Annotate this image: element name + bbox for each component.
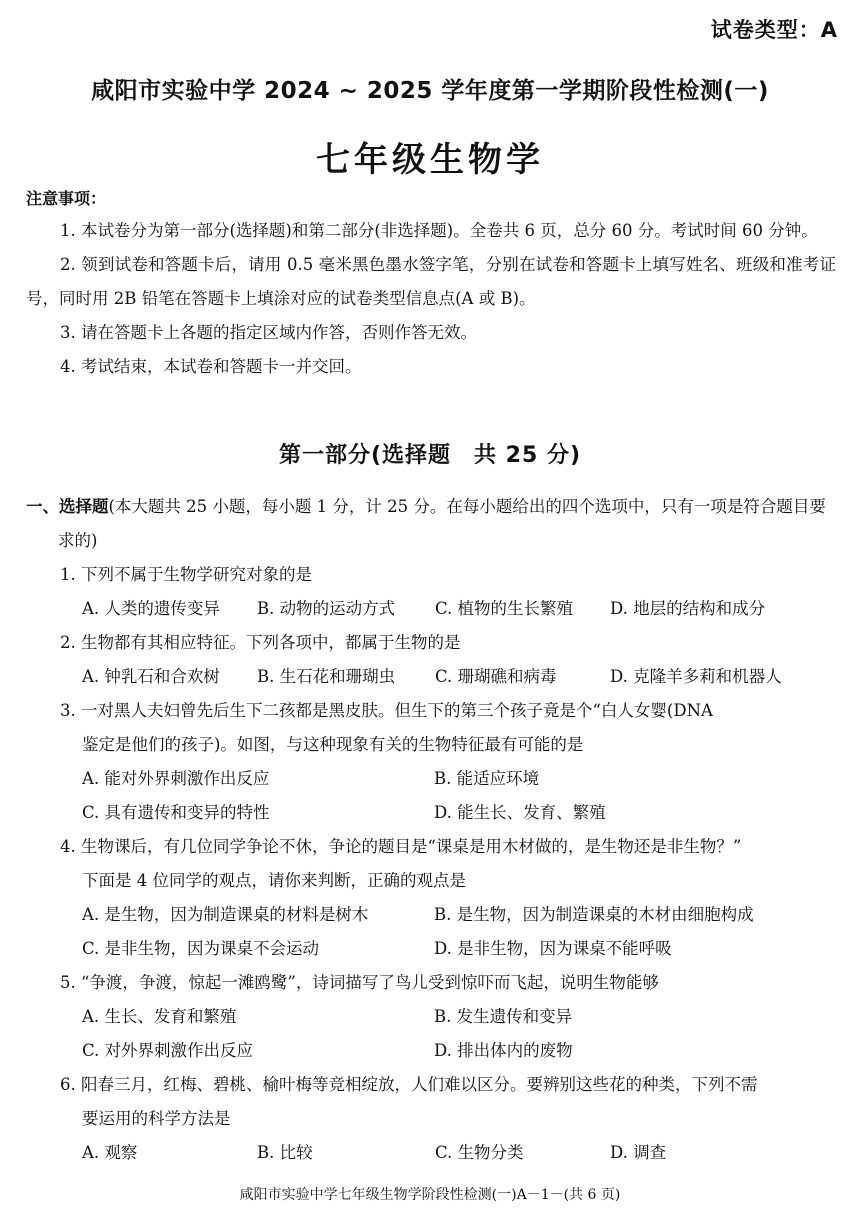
note-item: 3. 请在答题卡上各题的指定区域内作答，否则作答无效。 <box>60 323 477 342</box>
option-d: D. 是非生物，因为课桌不能呼吸 <box>434 939 672 958</box>
option-row <box>60 898 838 932</box>
option-a: A. 是生物，因为制造课桌的材料是树木 <box>82 905 369 924</box>
option-d: D. 调查 <box>610 1143 667 1162</box>
option-row <box>60 796 838 830</box>
option-row <box>60 762 838 796</box>
section-instruction: (本大题共 25 小题，每小题 1 分，计 25 分。在每小题给出的四个选项中，只有一项是符合题目要求的) <box>58 497 826 550</box>
option-b: B. 动物的运动方式 <box>257 599 396 618</box>
option-a: A. 生长、发育和繁殖 <box>82 1007 237 1026</box>
question-5 <box>60 966 838 1068</box>
option-row <box>60 1000 838 1034</box>
option-d: D. 能生长、发育、繁殖 <box>434 803 606 822</box>
question-stem-continued: 鉴定是他们的孩子)。如图，与这种现象有关的生物特征最有可能的是 <box>82 735 584 754</box>
question-6 <box>60 1068 838 1170</box>
option-b: B. 发生遗传和变异 <box>434 1007 573 1026</box>
option-c: C. 珊瑚礁和病毒 <box>435 667 557 686</box>
option-row <box>60 660 838 694</box>
question-stem: 1. 下列不属于生物学研究对象的是 <box>60 565 312 584</box>
option-row <box>60 932 838 966</box>
option-b: B. 生石花和珊瑚虫 <box>257 667 396 686</box>
option-row <box>60 1136 838 1170</box>
option-d: D. 排出体内的废物 <box>434 1041 573 1060</box>
option-a: A. 人类的遗传变异 <box>82 599 220 618</box>
page-footer: 咸阳市实验中学七年级生物学阶段性检测(一)A－1－(共 6 页) <box>239 1187 621 1203</box>
option-d: D. 克隆羊多莉和机器人 <box>610 667 782 686</box>
note-item: 1. 本试卷分为第一部分(选择题)和第二部分(非选择题)。全卷共 6 页，总分 60 分。考试时间 60 分钟。 <box>60 221 818 240</box>
question-stem: 6. 阳春三月，红梅、碧桃、榆叶梅等竞相绽放，人们难以区分。要辨别这些花的种类，下列不需 <box>60 1075 758 1094</box>
option-b: B. 能适应环境 <box>434 769 540 788</box>
exam-title: 咸阳市实验中学 2024 ~ 2025 学年度第一学期阶段性检测(一) <box>91 78 769 104</box>
multiple-choice-section <box>26 490 838 1170</box>
option-b: B. 比较 <box>257 1143 313 1162</box>
question-stem: 2. 生物都有其相应特征。下列各项中，都属于生物的是 <box>60 633 461 652</box>
option-c: C. 生物分类 <box>435 1143 524 1162</box>
question-stem: 4. 生物课后，有几位同学争论不休，争论的题目是“课桌是用木材做的，是生物还是非生物？” <box>60 837 742 856</box>
question-stem-continued: 下面是 4 位同学的观点，请你来判断，正确的观点是 <box>82 871 466 890</box>
note-item: 2. 领到试卷和答题卡后，请用 0.5 毫米黑色墨水签字笔，分别在试卷和答题卡上填写姓名、班级和准考证号，同时用 2B 铅笔在答题卡上填涂对应的试卷类型信息点(A 或 B)。 <box>26 255 836 308</box>
question-stem: 5. “争渡，争渡，惊起一滩鸥鹭”，诗词描写了鸟儿受到惊吓而飞起，说明生物能够 <box>60 973 659 992</box>
option-b: B. 是生物，因为制造课桌的木材由细胞构成 <box>434 905 754 924</box>
notes-heading: 注意事项： <box>26 189 107 208</box>
option-c: C. 植物的生长繁殖 <box>435 599 574 618</box>
question-3 <box>60 694 838 830</box>
paper-type-label: 试卷类型：A <box>710 18 838 42</box>
section-lead: 一、选择题 <box>26 497 109 516</box>
question-4 <box>60 830 838 966</box>
option-a: A. 观察 <box>82 1143 138 1162</box>
section-intro <box>26 490 838 558</box>
question-stem: 3. 一对黑人夫妇曾先后生下二孩都是黑皮肤。但生下的第三个孩子竟是个“白人女婴(DNA <box>60 701 713 720</box>
option-d: D. 地层的结构和成分 <box>610 599 766 618</box>
question-1 <box>60 558 838 626</box>
notes-list <box>26 214 836 384</box>
subject-title: 七年级生物学 <box>316 140 544 180</box>
option-c: C. 是非生物，因为课桌不会运动 <box>82 939 320 958</box>
question-stem-continued: 要运用的科学方法是 <box>82 1109 231 1128</box>
option-row <box>60 592 838 626</box>
option-c: C. 具有遗传和变异的特性 <box>82 803 270 822</box>
option-a: A. 钟乳石和合欢树 <box>82 667 220 686</box>
option-a: A. 能对外界刺激作出反应 <box>82 769 270 788</box>
note-item: 4. 考试结束，本试卷和答题卡一并交回。 <box>60 357 362 376</box>
part-heading: 第一部分(选择题 共 25 分) <box>278 443 582 468</box>
question-2 <box>60 626 838 694</box>
option-c: C. 对外界刺激作出反应 <box>82 1041 254 1060</box>
option-row <box>60 1034 838 1068</box>
